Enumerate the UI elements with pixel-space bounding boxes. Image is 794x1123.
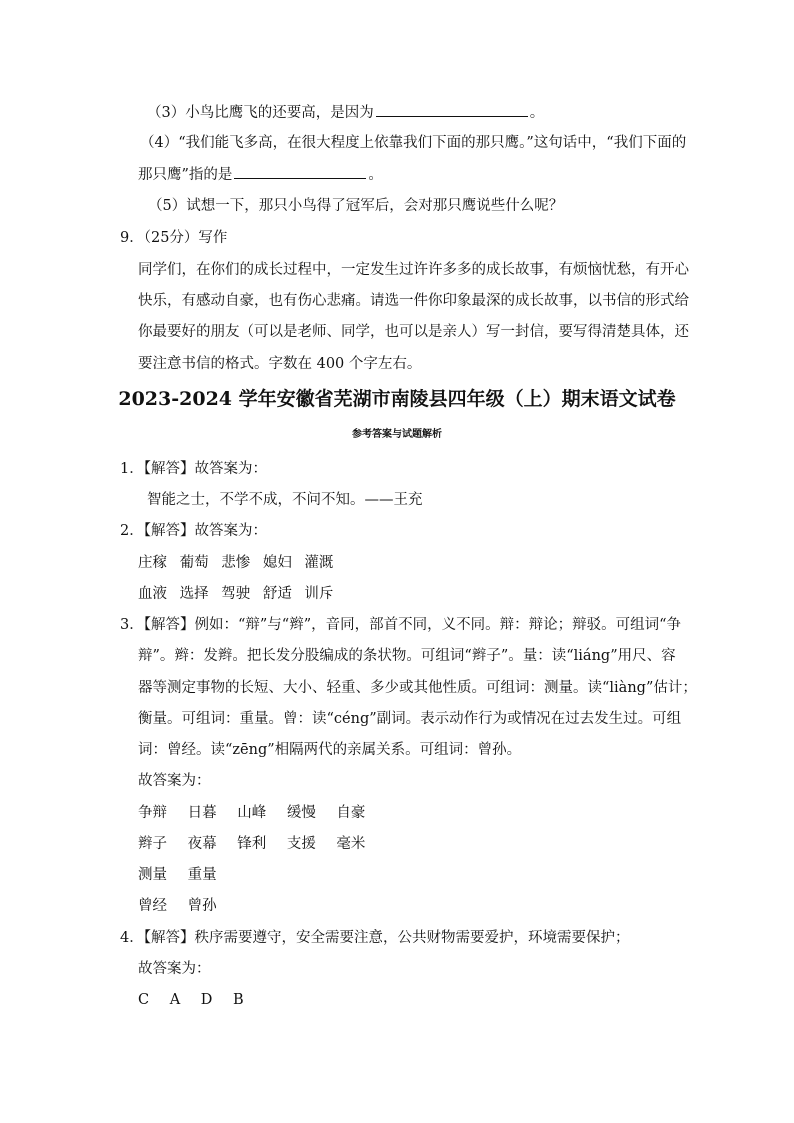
answer-3-line: 衡量。可组词：重量。曾：读“céng”副词。表示动作行为或情况在过去发生过。可组 [138, 711, 682, 727]
answer-3-line: 3．【解答】例如：“辩”与“辫”，音同，部首不同，义不同。辩：辩论；辩驳。可组词“争 [120, 617, 682, 633]
answer-3-row: 曾经 曾孙 [138, 898, 217, 914]
answer-3-row: 辫子 夜幕 锋利 支援 毫米 [138, 836, 366, 852]
answer-2-heading: 2．【解答】故答案为： [120, 523, 267, 539]
answer-2-row: 血液 选择 驾驶 舒适 训斥 [138, 586, 334, 602]
answer-4-label: 故答案为： [138, 961, 211, 977]
q9-body-line: 同学们，在你们的成长过程中，一定发生过许许多多的成长故事，有烦恼忧愁，有开心 [138, 262, 689, 278]
answer-2-row: 庄稼 葡萄 悲惨 媳妇 灌溉 [138, 555, 334, 571]
q8-sub5: （5）试想一下，那只小鸟得了冠军后，会对那只鹰说些什么呢？ [148, 198, 564, 214]
q8-sub4-line1: （4）“我们能飞多高，在很大程度上依靠我们下面的那只鹰。”这句话中，“我们下面的 [140, 135, 687, 151]
answer-1-heading: 1．【解答】故答案为： [120, 461, 267, 477]
answer-3-label: 故答案为： [138, 773, 211, 789]
answer-3-line: 器等测定事物的长短、大小、轻重、多少或其他性质。可组词：测量。读“liàng”估计； [138, 680, 697, 696]
answer-4-row: C A D B [138, 992, 244, 1008]
q8-sub4-end: 。 [368, 167, 383, 183]
exam-subtitle: 参考答案与试题解析 [352, 429, 442, 440]
answer-3-row: 争辩 日暮 山峰 缓慢 自豪 [138, 805, 366, 821]
answer-blank[interactable] [234, 164, 366, 179]
answer-3-row: 测量 重量 [138, 867, 217, 883]
answer-4-line: 4．【解答】秩序需要遵守，安全需要注意，公共财物需要爱护，环境需要保护； [120, 930, 630, 946]
q9-body-line: 要注意书信的格式。字数在 400 个字左右。 [138, 356, 422, 372]
q9-body-line: 快乐，有感动自豪，也有伤心悲痛。请选一件你印象最深的成长故事，以书信的形式给 [138, 293, 689, 309]
exam-title: 2023-2024 学年安徽省芜湖市南陵县四年级（上）期末语文试卷 [118, 388, 676, 410]
q8-sub3-end: 。 [529, 105, 545, 121]
q8-sub4-line2 [138, 164, 383, 185]
q8-sub4-text: 那只鹰”指的是 [138, 167, 233, 183]
q8-sub3 [147, 102, 544, 123]
answer-blank[interactable] [376, 102, 528, 117]
q9-body-line: 你最要好的朋友（可以是老师、同学，也可以是亲人）写一封信，要写得清楚具体，还 [138, 324, 689, 340]
q8-sub3-text: （3）小鸟比鹰飞的还要高，是因为 [147, 105, 374, 121]
answer-3-line: 辩”。辫：发辫。把长发分股编成的条状物。可组词“辫子”。量：读“liáng”用尺、容 [138, 648, 676, 664]
q9-heading: 9．（25分）写作 [120, 230, 228, 246]
answer-3-line: 词：曾经。读“zēng”相隔两代的亲属关系。可组词：曾孙。 [138, 742, 522, 758]
answer-1-content: 智能之士，不学不成，不问不知。——王充 [147, 492, 423, 508]
